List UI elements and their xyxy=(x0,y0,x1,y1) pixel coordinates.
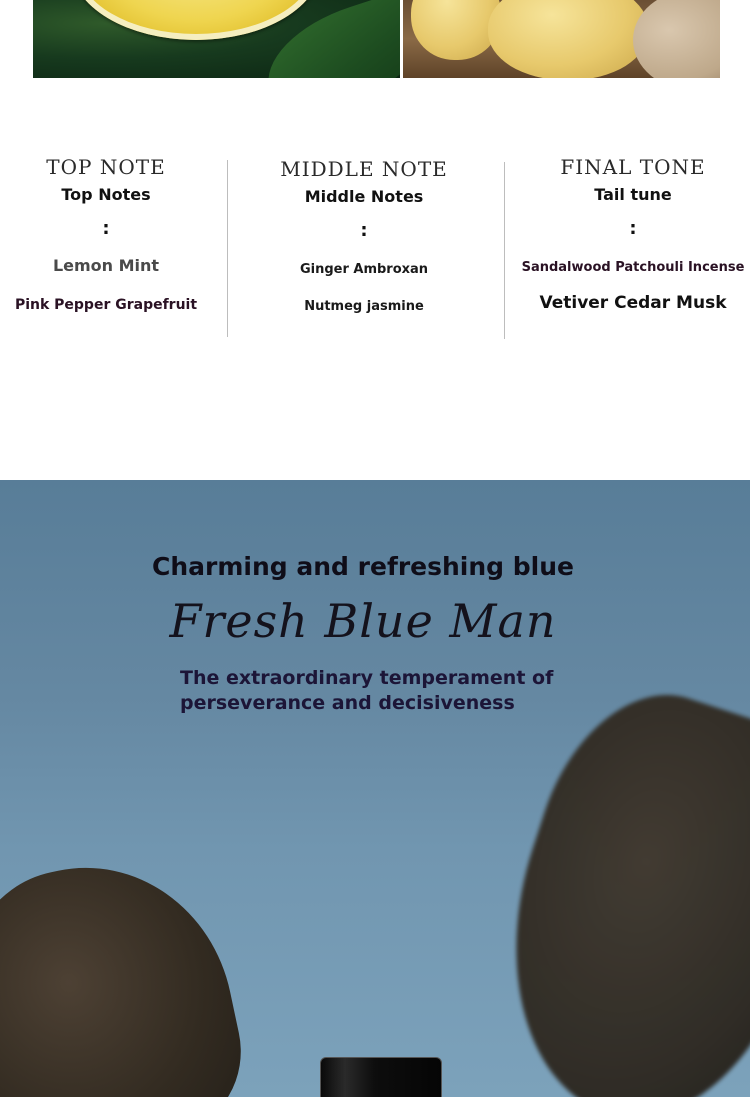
top-note-heading: TOP NOTE xyxy=(46,155,166,179)
perfume-bottle-cap xyxy=(320,1057,442,1097)
middle-note-subheading: Middle Notes xyxy=(304,187,424,206)
final-note-ingredient-2: Vetiver Cedar Musk xyxy=(539,293,727,313)
driftwood-image xyxy=(0,841,256,1097)
middle-note-colon: : xyxy=(360,220,368,241)
final-note-colon: : xyxy=(629,218,637,239)
final-note-heading: FINAL TONE xyxy=(560,155,706,179)
final-note-ingredient-1: Sandalwood Patchouli Incense xyxy=(521,260,745,275)
column-divider xyxy=(504,162,505,339)
top-note-ingredient-2: Pink Pepper Grapefruit xyxy=(14,297,198,313)
middle-note-ingredient-2: Nutmeg jasmine xyxy=(304,299,424,314)
middle-note-heading: MIDDLE NOTE xyxy=(280,157,448,181)
top-note-colon: : xyxy=(102,218,110,239)
top-note-column xyxy=(0,155,212,313)
top-note-ingredient-1: Lemon Mint xyxy=(52,256,160,275)
final-note-column xyxy=(508,155,750,313)
final-note-subheading: Tail tune xyxy=(594,185,672,204)
fragrance-notes-section xyxy=(0,0,750,480)
fresh-blue-man-hero xyxy=(0,480,750,1097)
hero-description: The extraordinary temperament of perseverance and decisiveness xyxy=(180,667,554,714)
middle-note-column xyxy=(230,157,498,314)
middle-note-ingredient-1: Ginger Ambroxan xyxy=(299,262,429,277)
hero-kicker: Charming and refreshing blue xyxy=(152,552,574,581)
hero-title: Fresh Blue Man xyxy=(169,594,557,648)
column-divider xyxy=(227,160,228,337)
top-note-subheading: Top Notes xyxy=(61,185,151,204)
driftwood-image xyxy=(462,667,750,1097)
